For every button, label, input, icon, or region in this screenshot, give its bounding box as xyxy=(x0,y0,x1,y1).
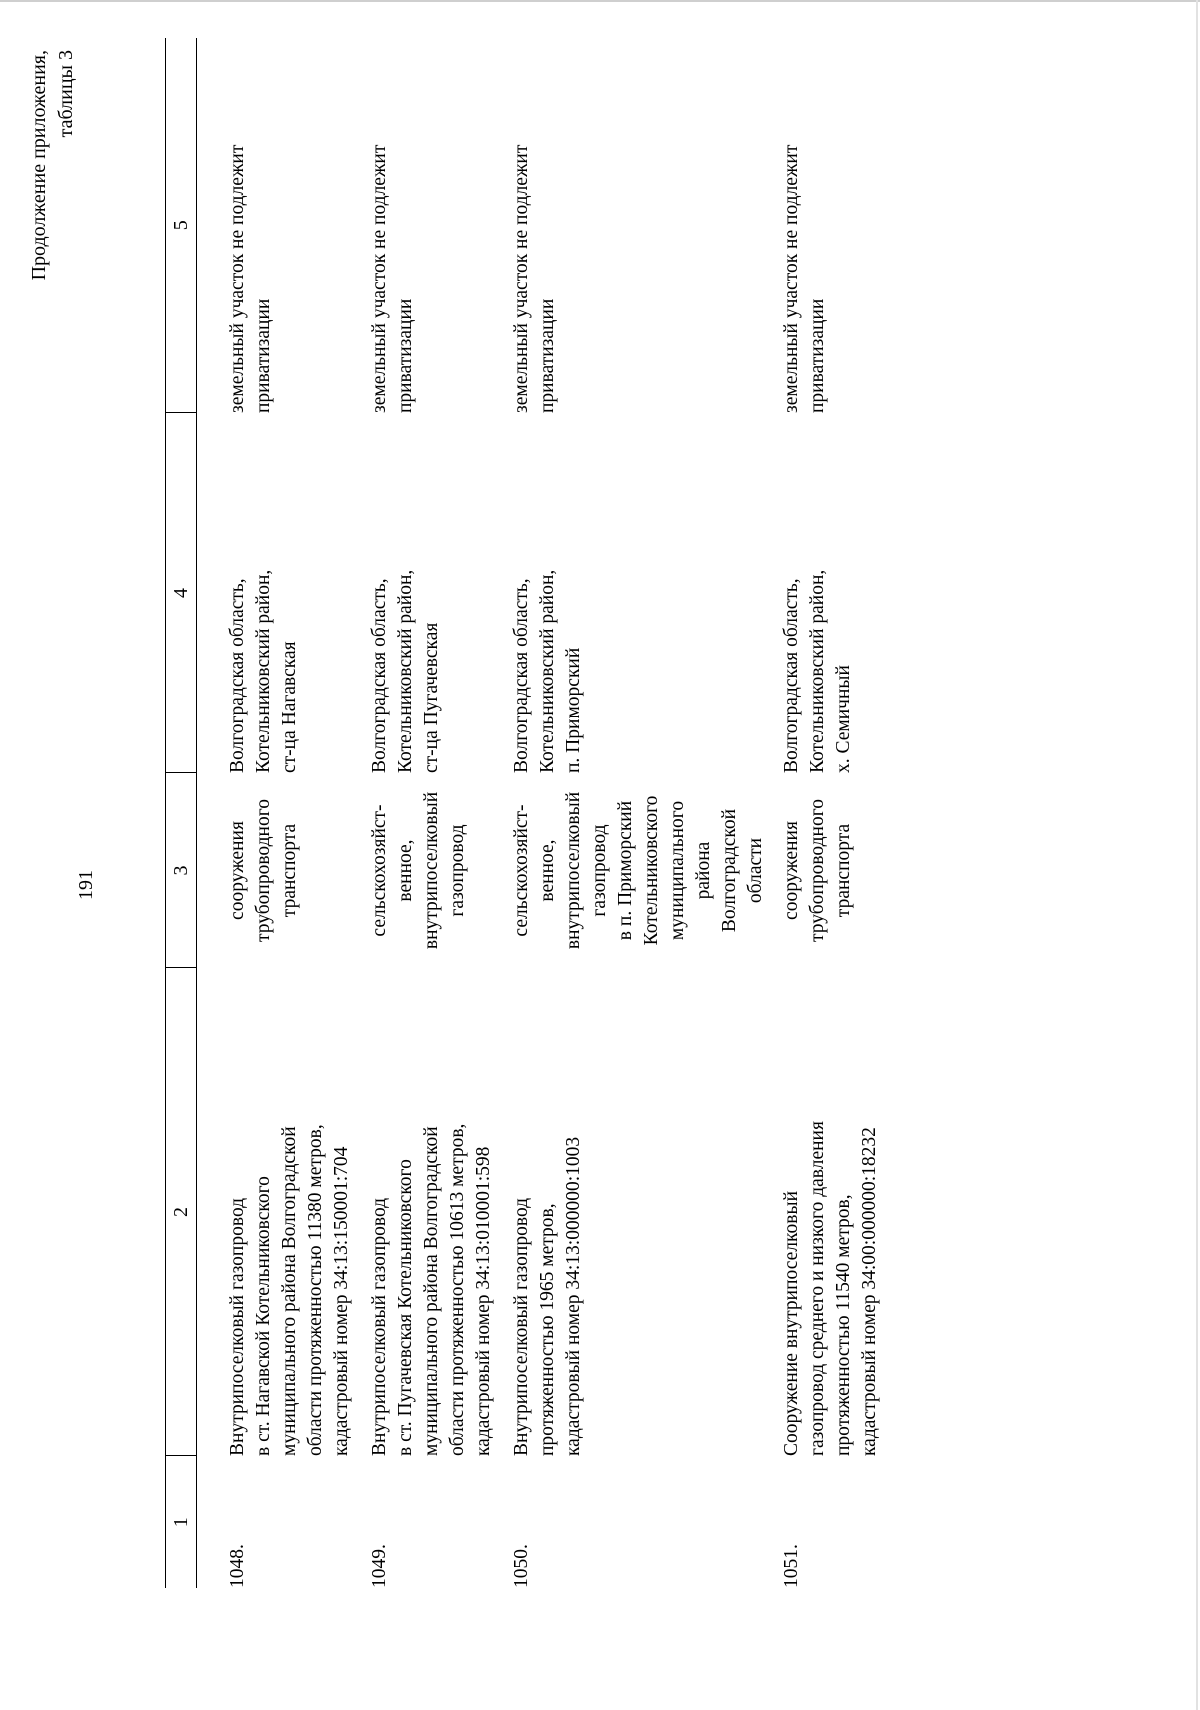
object-description: Сооружение внутрипоселковый газопровод среднего и низкого давления протяженностью 11540 метров, кадастровый номер 34:00:000000:18232 xyxy=(781,1121,880,1456)
row-number: 1050. xyxy=(511,1544,532,1588)
column-header: 3 xyxy=(166,773,197,968)
column-header: 4 xyxy=(166,413,197,773)
column-header: 2 xyxy=(166,968,197,1456)
table-row xyxy=(779,38,891,1588)
location-address: Волгоградская область, Котельниковский район, ст-ца Нагавская xyxy=(227,569,300,773)
row-number: 1049. xyxy=(369,1544,390,1588)
page-number: 191 xyxy=(75,870,97,900)
land-use-type: сооружения трубопроводного транспорта xyxy=(227,799,300,942)
location-address: Волгоградская область, Котельниковский район, ст-ца Пугачевская xyxy=(369,569,442,773)
restriction-note: земельный участок не подлежит приватизации xyxy=(511,144,558,413)
row-number: 1051. xyxy=(781,1544,802,1588)
table-row xyxy=(509,38,779,1588)
table-row xyxy=(225,38,367,1588)
continuation-line: Продолжение приложения, xyxy=(28,50,50,281)
land-use-type: сельскохозяйст- венное, внутрипоселковый газопровод в п. Приморский Котельниковского муниципального района Волгоградской области xyxy=(511,791,766,950)
object-description: Внутрипоселковый газопровод протяженностью 1965 метров, кадастровый номер 34:13:000000:1003 xyxy=(511,1136,584,1456)
object-description: Внутрипоселковый газопровод в ст. Нагавской Котельниковского муниципального района Волгоградской области протяженностью 11380 метров, кадастровый номер 34:13:150001:704 xyxy=(227,1124,352,1456)
location-address: Волгоградская область, Котельниковский район, х. Семичный xyxy=(781,569,854,773)
continuation-line: таблицы 3 xyxy=(55,50,77,138)
land-use-type: сельскохозяйст- венное, внутрипоселковый газопровод xyxy=(369,791,468,950)
object-description: Внутрипоселковый газопровод в ст. Пугачевская Котельниковского муниципального района Волгоградской области протяженностью 10613 метров, кадастровый номер 34:13:010001:598 xyxy=(369,1123,494,1456)
restriction-note: земельный участок не подлежит приватизации xyxy=(227,144,274,413)
column-header: 1 xyxy=(166,1456,197,1588)
land-use-type: сооружения трубопроводного транспорта xyxy=(781,799,854,942)
continuation-note xyxy=(26,50,80,380)
table-row xyxy=(367,38,509,1588)
column-header: 5 xyxy=(166,38,197,413)
table-header-row xyxy=(166,38,197,1588)
restriction-note: земельный участок не подлежит приватизации xyxy=(781,144,828,413)
location-address: Волгоградская область, Котельниковский район, п. Приморский xyxy=(511,569,584,773)
row-number: 1048. xyxy=(227,1544,248,1588)
restriction-note: земельный участок не подлежит приватизации xyxy=(369,144,416,413)
property-table xyxy=(165,38,891,1588)
